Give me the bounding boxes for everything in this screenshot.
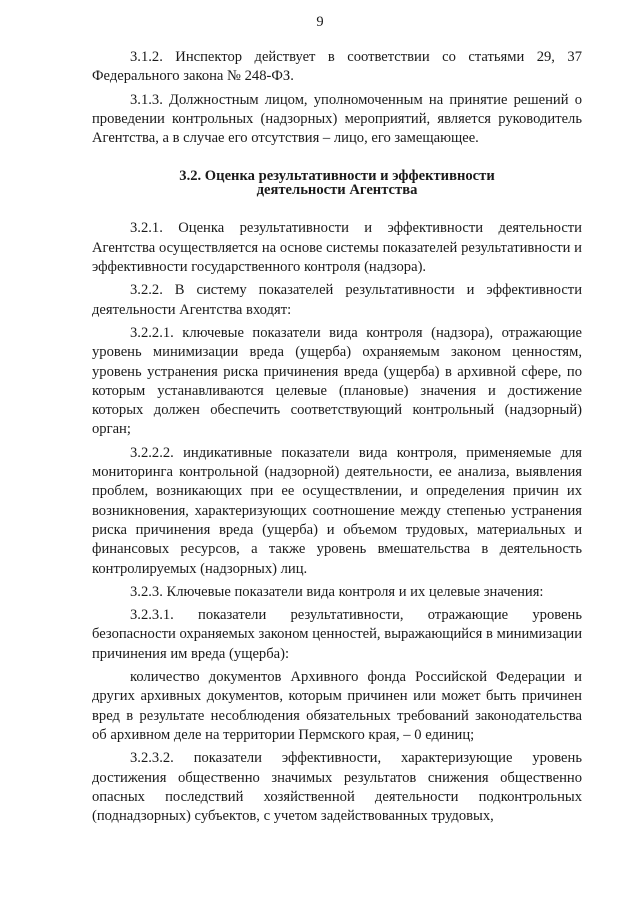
paragraph-3-2-2: 3.2.2. В систему показателей результативности и эффективности деятельности Агентства входят:	[92, 282, 582, 318]
heading-line-2: деятельности Агентства	[256, 181, 418, 198]
paragraph-3-1-3: 3.1.3. Должностным лицом, уполномоченным на принятие решений о проведении контрольных (надзорных) мероприятий, является руководитель Агентства, а в случае его отсутствия – лицо, его замещающее.	[92, 91, 582, 147]
paragraph-3-2-2-1: 3.2.2.1. ключевые показатели вида контроля (надзора), отражающие уровень минимизации вреда (ущерба) охраняемым законом ценностям, уровень устранения риска причинения вреда (ущерба) в архивной сфере, по которым устанавливаются целевые (плановые) значения и достижение которых должен обеспечить соответствующий контрольный (надзорный) орган;	[92, 324, 582, 438]
paragraph-indicator-count: количество документов Архивного фонда Российской Федерации и других архивных документов, которым причинен или может быть причинен вред в результате несоблюдения обязательных требований законодательства об архивном деле на территории Пермского края, – 0 единиц;	[92, 669, 582, 743]
page-number: 9	[316, 14, 324, 30]
paragraph-3-1-2: 3.1.2. Инспектор действует в соответствии со статьями 29, 37 Федерального закона № 248-ФЗ.	[92, 49, 582, 85]
paragraph-3-2-3: 3.2.3. Ключевые показатели вида контроля и их целевые значения:	[130, 583, 544, 600]
paragraph-3-2-3-1: 3.2.3.1. показатели результативности, отражающие уровень безопасности охраняемых законом ценностей, выражающийся в минимизации причинения им вреда (ущерба):	[92, 607, 582, 662]
document-body	[92, 48, 582, 826]
heading-line-1: 3.2. Оценка результативности и эффективности	[179, 168, 495, 185]
section-heading-3-2	[92, 170, 582, 197]
paragraph-3-2-1: 3.2.1. Оценка результативности и эффективности деятельности Агентства осуществляется на основе системы показателей результативности и эффективности государственного контроля (надзора).	[92, 220, 582, 276]
paragraph-3-2-3-2: 3.2.3.2. показатели эффективности, характеризующие уровень достижения общественно значимых результатов снижения общественно опасных последствий хозяйственной деятельности подконтрольных (поднадзорных) субъектов, с учетом задействованных трудовых,	[92, 750, 582, 825]
paragraph-3-2-2-2: 3.2.2.2. индикативные показатели вида контроля, применяемые для мониторинга контрольной (надзорной) деятельности, ее анализа, выявления проблем, возникающих при ее осуществлении, и определения причин их возникновения, характеризующих соотношение между степенью устранения риска причинения вреда (ущерба) и объемом трудовых, материальных и финансовых ресурсов, а также уровень вмешательства в деятельность контролируемых (надзорных) лиц.	[92, 444, 582, 577]
